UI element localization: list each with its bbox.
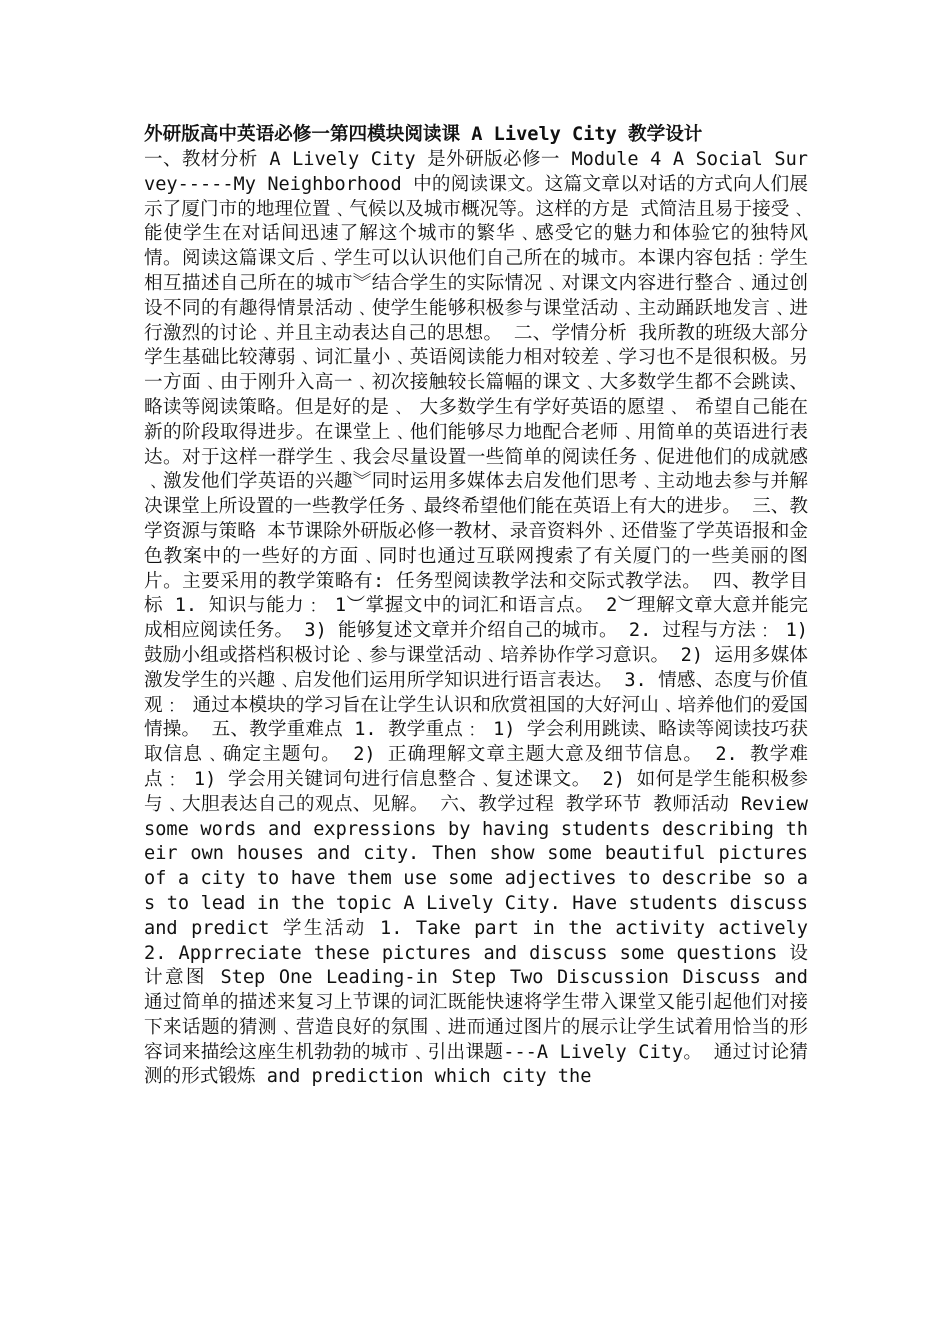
document-body: 一、教材分析 A Lively City 是外研版必修一 Module 4 A Social Survey-----My Neighborhood 中的阅读课文。这篇文章以对话的方式向人们展示了厦门市的地理位置﹑气候以及城市概况等。这样的方是 式简洁且易于接受﹑能使学生在对话间迅速了解这个城市的繁华﹑感受它的魅力和体验它的独特风情。阅读这篇课文后﹑学生可以认识他们自己所在的城市。本课内容包括﹕学生相互描述自己所在的城市︾结合学生的实际情况﹑对课文内容进行整合﹑通过创设不同的有趣得情景活动﹑使学生能够积极参与课堂活动﹑主动踊跃地发言﹑进行激烈的讨论﹑并且主动表达自己的思想。 二、学情分析 我所教的班级大部分学生基础比较薄弱﹑词汇量小﹑英语阅读能力相对较差﹑学习也不是很积极。另一方面﹑由于刚升入高一﹑初次接触较长篇幅的课文﹑大多数学生都不会跳读、略读等阅读策略。但是好的是﹑ 大多数学生有学好英语的愿望﹑ 希望自己能在新的阶段取得进步。在课堂上﹑他们能够尽力地配合老师﹑用简单的英语进行表达。对于这样一群学生﹑我会尽量设置一些简单的阅读任务﹑促进他们的成就感﹑激发他们学英语的兴趣︾同时运用多媒体去启发他们思考﹑主动地去参与并解决课堂上所设置的一些教学任务﹑最终希望他们能在英语上有大的进步。 三、教学资源与策略 本节课除外研版必修一教材、录音资料外﹑还借鉴了学英语报和金色教案中的一些好的方面﹑同时也通过互联网搜索了有关厦门的一些美丽的图片。主要采用的教学策略有: 任务型阅读教学法和交际式教学法。 四、教学目标 1. 知识与能力﹕ 1︶掌握文中的词汇和语言点。 2︶理解文章大意并能完成相应阅读任务。 3) 能够复述文章并介绍自己的城市。 2. 过程与方法﹕ 1) 鼓励小组或搭档积极讨论﹑参与课堂活动﹑培养协作学习意识。 2) 运用多媒体激发学生的兴趣﹑启发他们运用所学知识进行语言表达。 3. 情感、态度与价值观﹕ 通过本模块的学习旨在让学生认识和欣赏祖国的大好河山﹑培养他们的爱国情操。 五、教学重难点 1. 教学重点﹕ 1) 学会利用跳读、略读等阅读技巧获取信息﹑确定主题句。 2) 正确理解文章主题大意及细节信息。 2. 教学难点﹕ 1) 学会用关键词句进行信息整合﹑复述课文。 2) 如何是学生能积极参与﹑大胆表达自己的观点、见解。 六、教学过程 教学环节 教师活动 Review some words and expressions by having students describing their own houses and city. Then show some beautiful pictures of a city to have them use some adjectives to describe so as to lead in the topic A Lively City. Have students discuss and predict 学生活动 1. Take part in the activity actively 2. Apprreciate these pictures and discuss some questions 设计意图 Step One Leading-in Step Two Discussion Discuss and 通过简单的描述来复习上节课的词汇既能快速将学生带入课堂又能引起他们对接下来话题的猜测﹑营造良好的氛围﹑进而通过图片的展示让学生试着用恰当的形容词来描绘这座生机勃勃的城市﹑引出课题---A Lively City。 通过讨论猜测的形式锻炼 and prediction which city the: [144, 149, 808, 1088]
document-title: 外研版高中英语必修一第四模块阅读课 A Lively City 教学设计: [144, 124, 703, 145]
document-page: [144, 122, 808, 1090]
